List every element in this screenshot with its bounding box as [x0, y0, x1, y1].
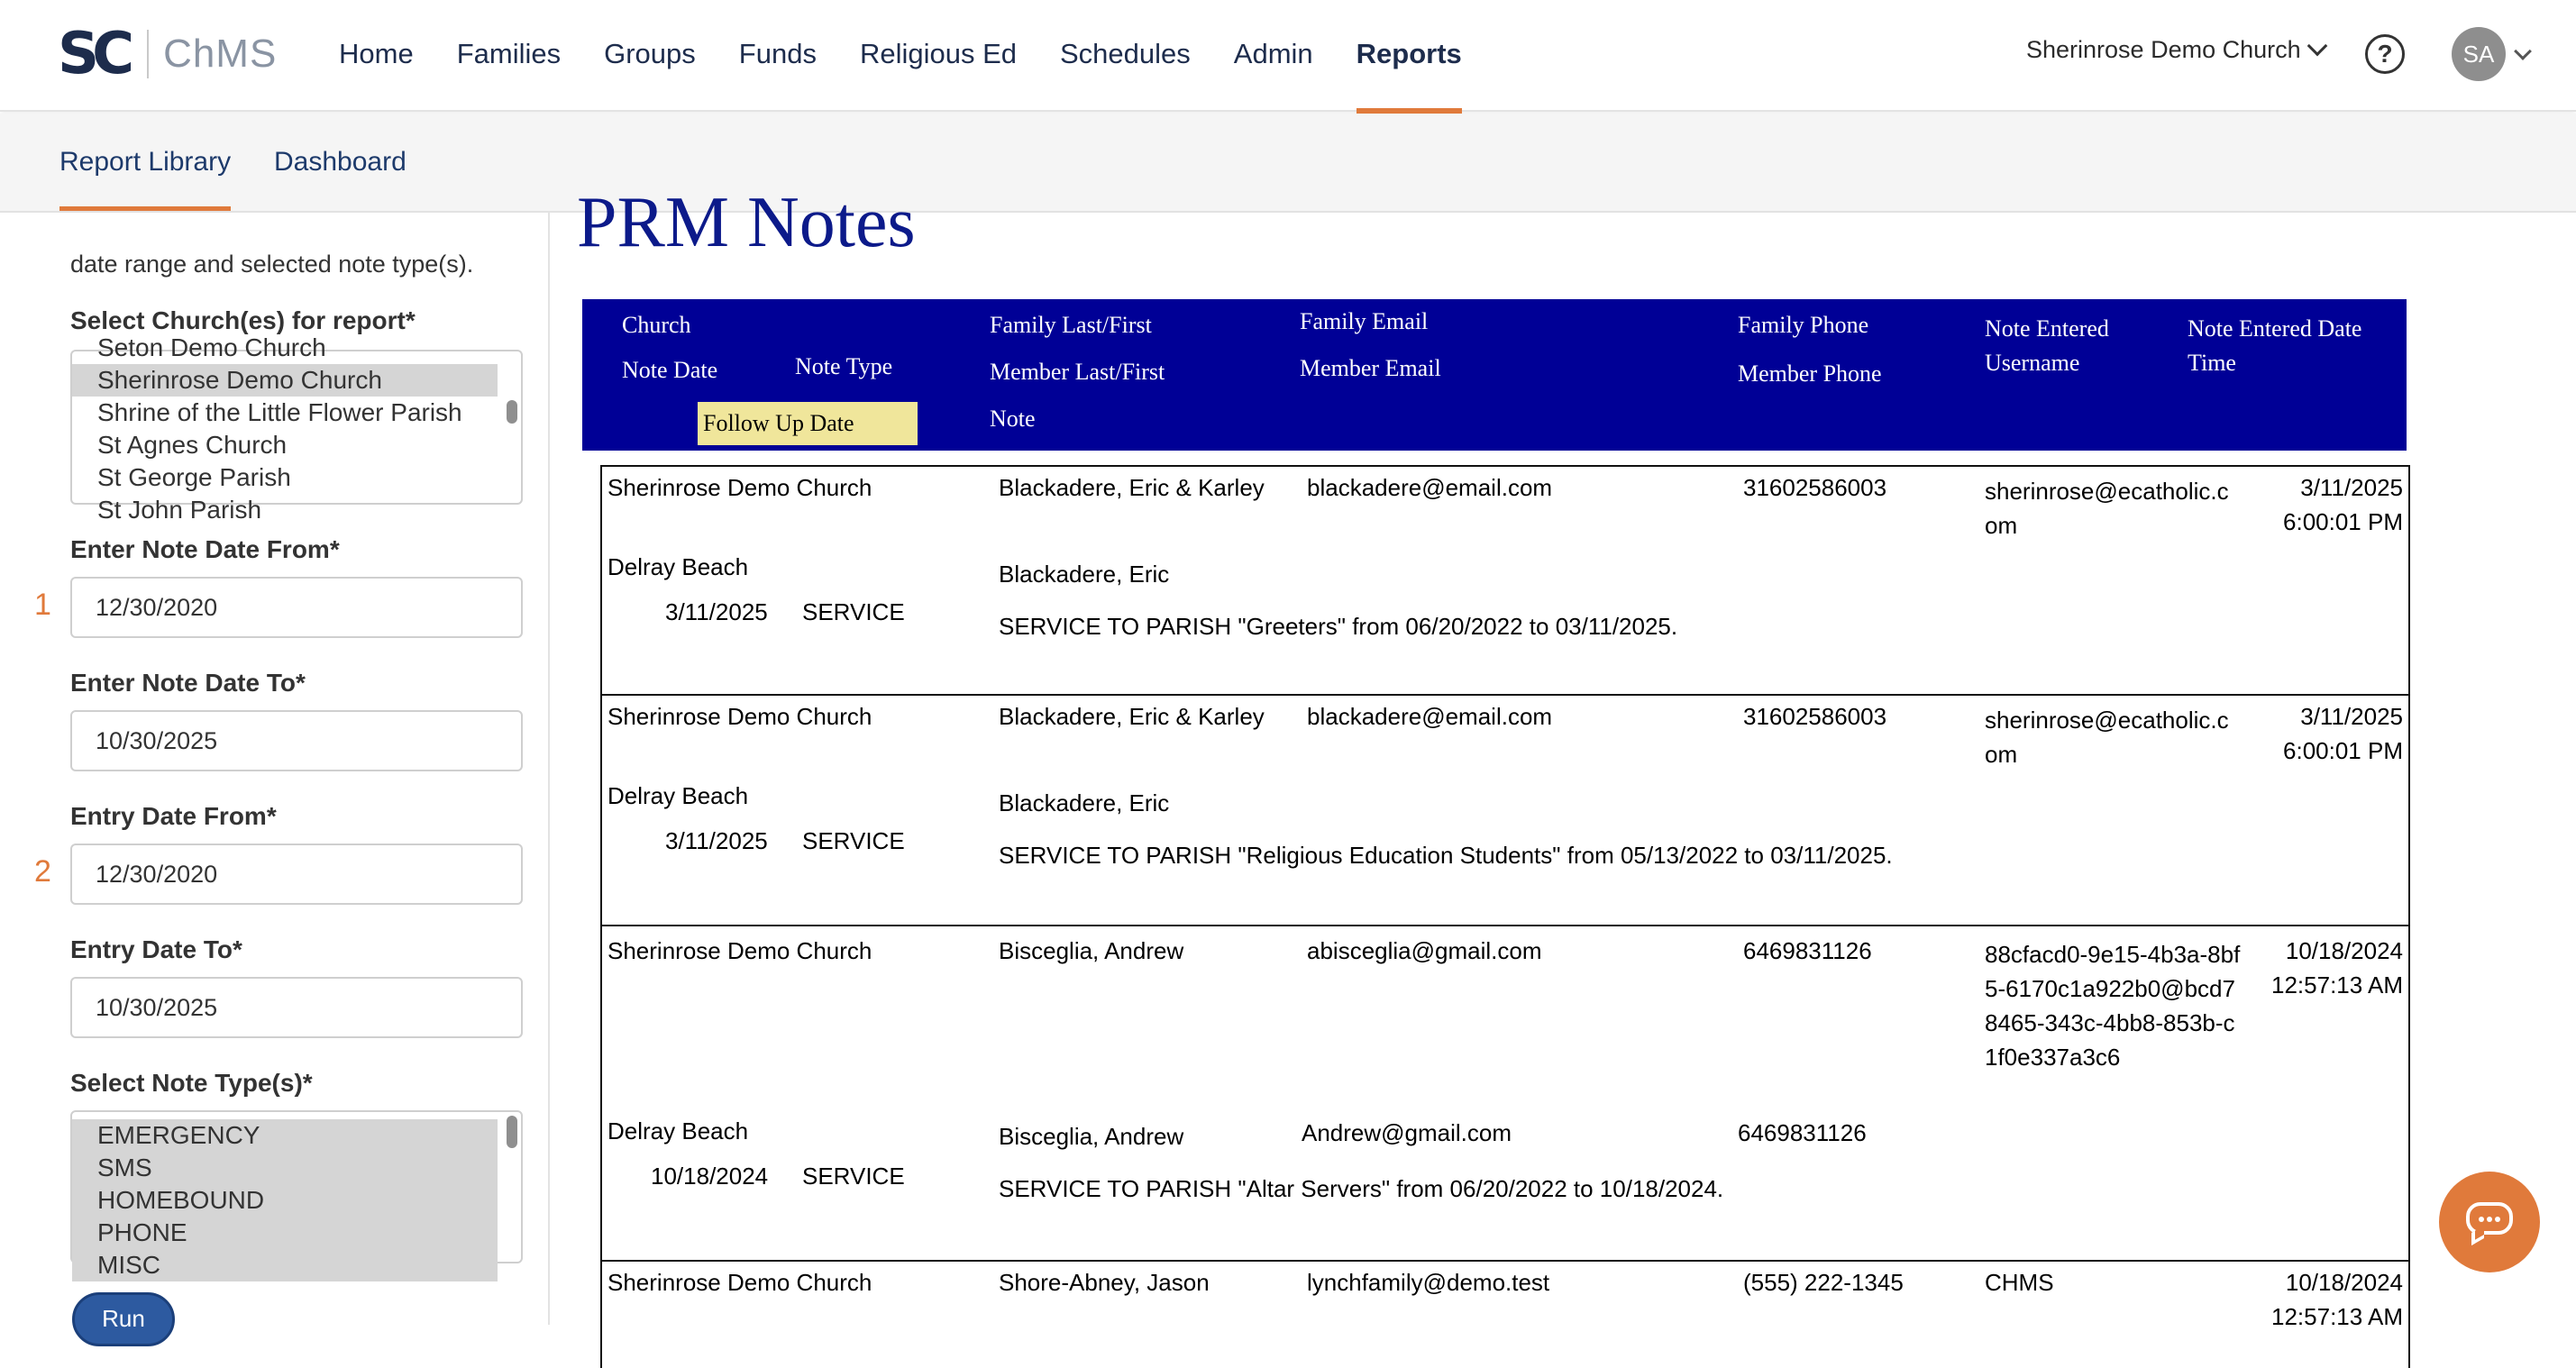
- report-description: date range and selected note type(s).: [70, 251, 474, 278]
- header-note-date: Note Date: [622, 357, 718, 383]
- nav-families[interactable]: Families: [456, 38, 562, 69]
- record-note-date: 3/11/2025: [665, 827, 768, 854]
- record-note: SERVICE TO PARISH "Religious Education Students" from 05/13/2022 to 03/11/2025.: [999, 842, 1893, 869]
- report-record: [600, 925, 2410, 1262]
- nav-reports[interactable]: Reports: [1357, 0, 1462, 112]
- note-type-option[interactable]: PHONE: [72, 1217, 498, 1249]
- tab-dashboard[interactable]: Dashboard: [274, 147, 406, 177]
- record-entered-date: 10/18/2024: [2285, 1269, 2403, 1296]
- header-note-entered-username: Note Entered Username: [1985, 315, 2109, 376]
- step-marker-1: 1: [34, 588, 51, 622]
- entry-date-to-input[interactable]: 10/30/2025: [70, 977, 523, 1038]
- note-date-to-label: Enter Note Date To*: [70, 669, 306, 697]
- record-family-phone: 31602586003: [1743, 703, 1887, 730]
- record-note-date: 10/18/2024: [651, 1163, 769, 1190]
- church-select-label: Select Church(es) for report*: [70, 306, 416, 334]
- record-entered-date: 10/18/2024: [2285, 937, 2403, 964]
- logo-divider: [147, 30, 149, 78]
- record-username: sherinrose@ecatholic.com: [1985, 707, 2229, 768]
- note-type-scrollbar[interactable]: [507, 1116, 517, 1148]
- record-note-type: SERVICE: [802, 827, 905, 854]
- church-option[interactable]: St George Parish: [97, 463, 291, 491]
- record-note-type: SERVICE: [802, 1163, 905, 1190]
- record-member: Blackadere, Eric: [999, 789, 1170, 816]
- report-parameters-panel: [34, 213, 550, 1325]
- record-member: Bisceglia, Andrew: [999, 1123, 1184, 1150]
- chat-dot: [2479, 1217, 2484, 1222]
- note-type-label: Select Note Type(s)*: [70, 1069, 313, 1097]
- header-church: Church: [622, 312, 691, 338]
- sub-navigation: [0, 114, 2576, 213]
- church-listbox[interactable]: [70, 333, 523, 524]
- header-note: Note: [990, 406, 1036, 432]
- header-follow-up-date: Follow Up Date: [698, 402, 918, 445]
- nav-home[interactable]: Home: [339, 38, 414, 69]
- record-family-phone: (555) 222-1345: [1743, 1269, 1904, 1296]
- header-note-entered-datetime: Note Entered Date Time: [2188, 315, 2362, 376]
- main-nav: [339, 0, 1505, 112]
- header-note-type: Note Type: [795, 353, 893, 379]
- note-type-option[interactable]: SMS: [72, 1152, 498, 1184]
- record-family-email: lynchfamily@demo.test: [1307, 1269, 1550, 1296]
- record-church: Sherinrose Demo Church: [607, 1269, 872, 1296]
- chat-dot: [2487, 1217, 2492, 1222]
- header-member-last-first: Member Last/First: [990, 359, 1165, 385]
- church-selector-label: Sherinrose Demo Church: [2026, 36, 2301, 63]
- church-option[interactable]: St John Parish: [97, 496, 262, 524]
- record-city: Delray Beach: [607, 782, 749, 809]
- header-family-last-first: Family Last/First: [990, 312, 1152, 338]
- report-record: [600, 1260, 2410, 1368]
- nav-admin[interactable]: Admin: [1233, 38, 1313, 69]
- chevron-down-icon[interactable]: [2514, 42, 2532, 60]
- record-username: 88cfacd0-9e15-4b3a-8bf5-6170c1a922b0@bcd78465-343c-4bb8-853b-c1f0e337a3c6: [1985, 941, 2241, 1071]
- record-family-email: blackadere@email.com: [1307, 703, 1553, 730]
- note-type-option[interactable]: MISC: [72, 1249, 498, 1281]
- nav-schedules[interactable]: Schedules: [1060, 38, 1191, 69]
- run-button[interactable]: Run: [72, 1292, 175, 1346]
- record-entered-time: 12:57:13 AM: [2271, 1303, 2403, 1330]
- top-navigation: [0, 0, 2576, 112]
- user-avatar[interactable]: SA: [2452, 27, 2506, 81]
- record-username: sherinrose@ecatholic.com: [1985, 478, 2229, 539]
- note-type-option[interactable]: EMERGENCY: [72, 1119, 498, 1152]
- record-member-phone: 6469831126: [1738, 1119, 1867, 1146]
- entry-date-from-input[interactable]: 12/30/2020: [70, 844, 523, 905]
- tab-report-library[interactable]: Report Library: [59, 114, 231, 211]
- record-entered-time: 6:00:01 PM: [2283, 737, 2403, 764]
- entry-date-from-label: Entry Date From*: [70, 802, 277, 830]
- chat-bubble-icon[interactable]: [2439, 1172, 2540, 1272]
- record-family: Blackadere, Eric & Karley: [999, 703, 1265, 730]
- header-member-email: Member Email: [1300, 355, 1441, 381]
- record-church: Sherinrose Demo Church: [607, 474, 872, 501]
- nav-religious-ed[interactable]: Religious Ed: [859, 38, 1017, 69]
- chat-dot: [2495, 1217, 2500, 1222]
- nav-groups[interactable]: Groups: [604, 38, 696, 69]
- logo-mark: SC: [58, 21, 128, 87]
- record-city: Delray Beach: [607, 1117, 749, 1145]
- note-date-to-input[interactable]: 10/30/2025: [70, 710, 523, 771]
- record-member-email: Andrew@gmail.com: [1302, 1119, 1512, 1146]
- church-selector[interactable]: [2026, 36, 2325, 64]
- record-family: Shore-Abney, Jason: [999, 1269, 1210, 1296]
- record-family: Bisceglia, Andrew: [999, 937, 1184, 964]
- church-option-selected[interactable]: Sherinrose Demo Church: [72, 364, 498, 397]
- record-family-email: blackadere@email.com: [1307, 474, 1553, 501]
- record-member: Blackadere, Eric: [999, 561, 1170, 588]
- chevron-down-icon: [2307, 35, 2327, 56]
- church-list-scrollbar[interactable]: [507, 400, 517, 424]
- note-type-listbox[interactable]: [70, 1110, 523, 1279]
- record-note-type: SERVICE: [802, 598, 905, 625]
- record-note: SERVICE TO PARISH "Greeters" from 06/20/2022 to 03/11/2025.: [999, 613, 1678, 640]
- record-city: Delray Beach: [607, 553, 749, 580]
- record-username: CHMS: [1985, 1269, 2054, 1296]
- note-type-option[interactable]: HOMEBOUND: [72, 1184, 498, 1217]
- record-note-date: 3/11/2025: [665, 598, 768, 625]
- header-family-email: Family Email: [1300, 308, 1429, 334]
- header-member-phone: Member Phone: [1738, 360, 1882, 387]
- note-date-from-label: Enter Note Date From*: [70, 535, 340, 563]
- record-church: Sherinrose Demo Church: [607, 937, 872, 964]
- record-entered-time: 12:57:13 AM: [2271, 971, 2403, 999]
- step-marker-2: 2: [34, 854, 51, 889]
- entry-date-to-label: Entry Date To*: [70, 935, 242, 963]
- record-family-phone: 31602586003: [1743, 474, 1887, 501]
- help-icon[interactable]: ?: [2365, 34, 2405, 74]
- report-record: [600, 465, 2410, 696]
- record-church: Sherinrose Demo Church: [607, 703, 872, 730]
- record-entered-date: 3/11/2025: [2300, 703, 2403, 730]
- record-note: SERVICE TO PARISH "Altar Servers" from 06/20/2022 to 10/18/2024.: [999, 1175, 1724, 1202]
- record-family: Blackadere, Eric & Karley: [999, 474, 1265, 501]
- record-family-email: abisceglia@gmail.com: [1307, 937, 1542, 964]
- header-family-phone: Family Phone: [1738, 312, 1869, 338]
- report-record: [600, 694, 2410, 926]
- church-option[interactable]: St Agnes Church: [97, 431, 288, 459]
- nav-funds[interactable]: Funds: [738, 38, 817, 69]
- church-option[interactable]: Seton Demo Church: [97, 333, 326, 361]
- report-header: [582, 299, 2407, 451]
- record-entered-time: 6:00:01 PM: [2283, 508, 2403, 535]
- logo-text: ChMS: [163, 32, 278, 76]
- note-date-from-input[interactable]: 12/30/2020: [70, 577, 523, 638]
- record-entered-date: 3/11/2025: [2300, 474, 2403, 501]
- app-logo[interactable]: [58, 21, 278, 87]
- report-title: PRM Notes: [577, 183, 916, 262]
- church-option[interactable]: Shrine of the Little Flower Parish: [97, 398, 462, 426]
- record-family-phone: 6469831126: [1743, 937, 1872, 964]
